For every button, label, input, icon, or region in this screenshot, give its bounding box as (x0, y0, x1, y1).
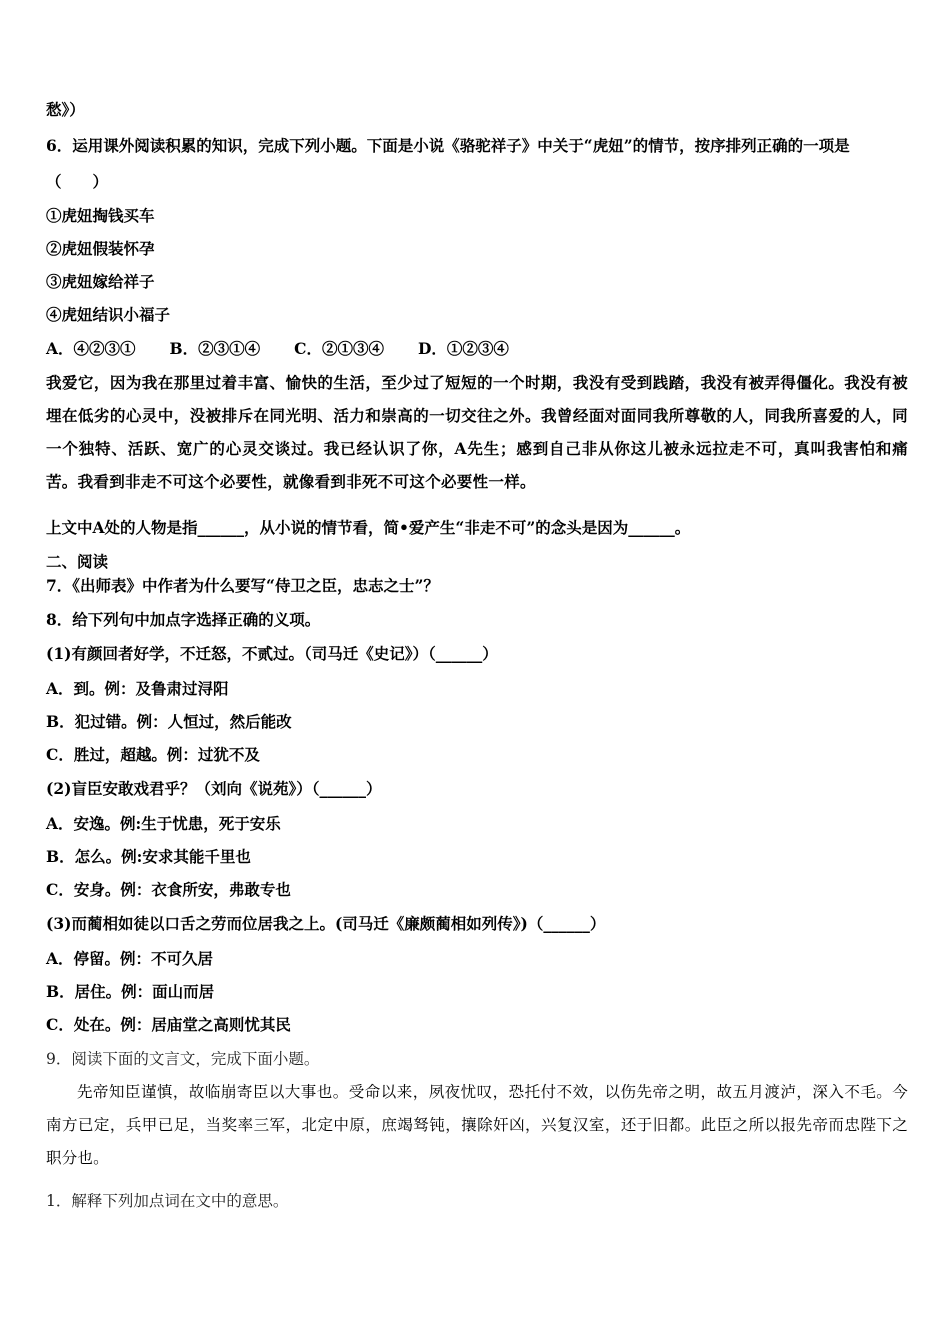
question-9-stem: 9．阅读下面的文言文，完成下面小题。 (46, 1050, 320, 1068)
question-7: 7．《出师表》中作者为什么要写“侍卫之臣，忠志之士”？ (46, 576, 439, 595)
question-8-3: (3)而蔺相如徒以口舌之劳而位居我之上。(司马迁《廉颇蔺相如列传》)（______） (46, 914, 606, 933)
question-8-2: (2)盲臣安敢戏君乎？（刘向《说苑》）（______） (46, 779, 382, 798)
question-8-1-option-b: B．犯过错。例：人恒过，然后能改 (46, 712, 292, 731)
plot-item-3: ③虎妞嫁给祥子 (46, 272, 155, 291)
sub-question-1: 1．解释下列加点词在文中的意思。 (46, 1192, 289, 1210)
jane-eyre-excerpt: 我爱它，因为我在那里过着丰富、愉快的生活，至少过了短短的一个时期，我没有受到践踏，我没有被弄得僵化。我没有被埋在低劣的心灵中，没被排斥在同光明、活力和崇高的一切交往之外。我曾经面对面同我所尊敬的人，同我所喜爱的人，同一个独特、活跃、宽广的心灵交谈过。我已经认识了你，A先生；感到自己非从你这儿被永远拉走不可，真叫我害怕和痛苦。我看到非走不可这个必要性，就像看到非死不可这个必要性一样。 (46, 373, 908, 491)
question-8-3-option-b: B．居住。例：面山而居 (46, 982, 215, 1001)
question-fill-blank: 上文中A处的人物是指______，从小说的情节看，简•爱产生“非走不可”的念头是因为______。 (46, 518, 691, 537)
question-8-1-option-a: A．到。例：及鲁肃过浔阳 (46, 679, 229, 698)
question-8-2-option-b: B．怎么。例:安求其能千里也 (46, 847, 251, 866)
question-6-stem: 6．运用课外阅读积累的知识，完成下列小题。下面是小说《骆驼祥子》中关于“虎妞”的情节，按序排列正确的一项是 (46, 136, 850, 155)
option-a: A．④②③① (46, 339, 136, 358)
plot-item-2: ②虎妞假装怀孕 (46, 239, 155, 258)
option-c: C．②①③④ (294, 339, 384, 358)
question-6-options (46, 339, 543, 359)
question-8-1-option-c: C．胜过，超越。例：过犹不及 (46, 745, 260, 764)
option-d: D．①②③④ (417, 339, 509, 358)
plot-item-1: ①虎妞掏钱买车 (46, 206, 155, 225)
section-heading-reading: 二、阅读 (46, 552, 109, 571)
plot-item-4: ④虎妞结识小福子 (46, 305, 171, 324)
question-8-2-option-a: A．安逸。例:生于忧患，死于安乐 (46, 814, 281, 833)
question-8-stem: 8．给下列句中加点字选择正确的义项。 (46, 610, 321, 629)
classical-passage: 先帝知臣谨慎，故临崩寄臣以大事也。受命以来，夙夜忧叹，恐托付不效，以伤先帝之明，故五月渡泸，深入不毛。今南方已定，兵甲已足，当奖率三军，北定中原，庶竭驽钝，攘除奸凶，兴复汉室，还于旧都。此臣之所以报先帝而忠陛下之职分也。 (46, 1083, 908, 1167)
text-line-continuation: 愁》） (46, 100, 85, 119)
option-b: B．②③①④ (169, 339, 261, 358)
question-8-3-option-c: C．处在。例：居庙堂之高则忧其民 (46, 1015, 291, 1034)
question-8-3-option-a: A．停留。例：不可久居 (46, 949, 214, 968)
question-8-2-option-c: C．安身。例：衣食所安，弗敢专也 (46, 880, 291, 899)
question-8-1: (1)有颜回者好学，不迁怒，不贰过。（司马迁《史记》）（______） (46, 644, 498, 663)
question-6-answer-blank: （ ） (46, 172, 109, 191)
